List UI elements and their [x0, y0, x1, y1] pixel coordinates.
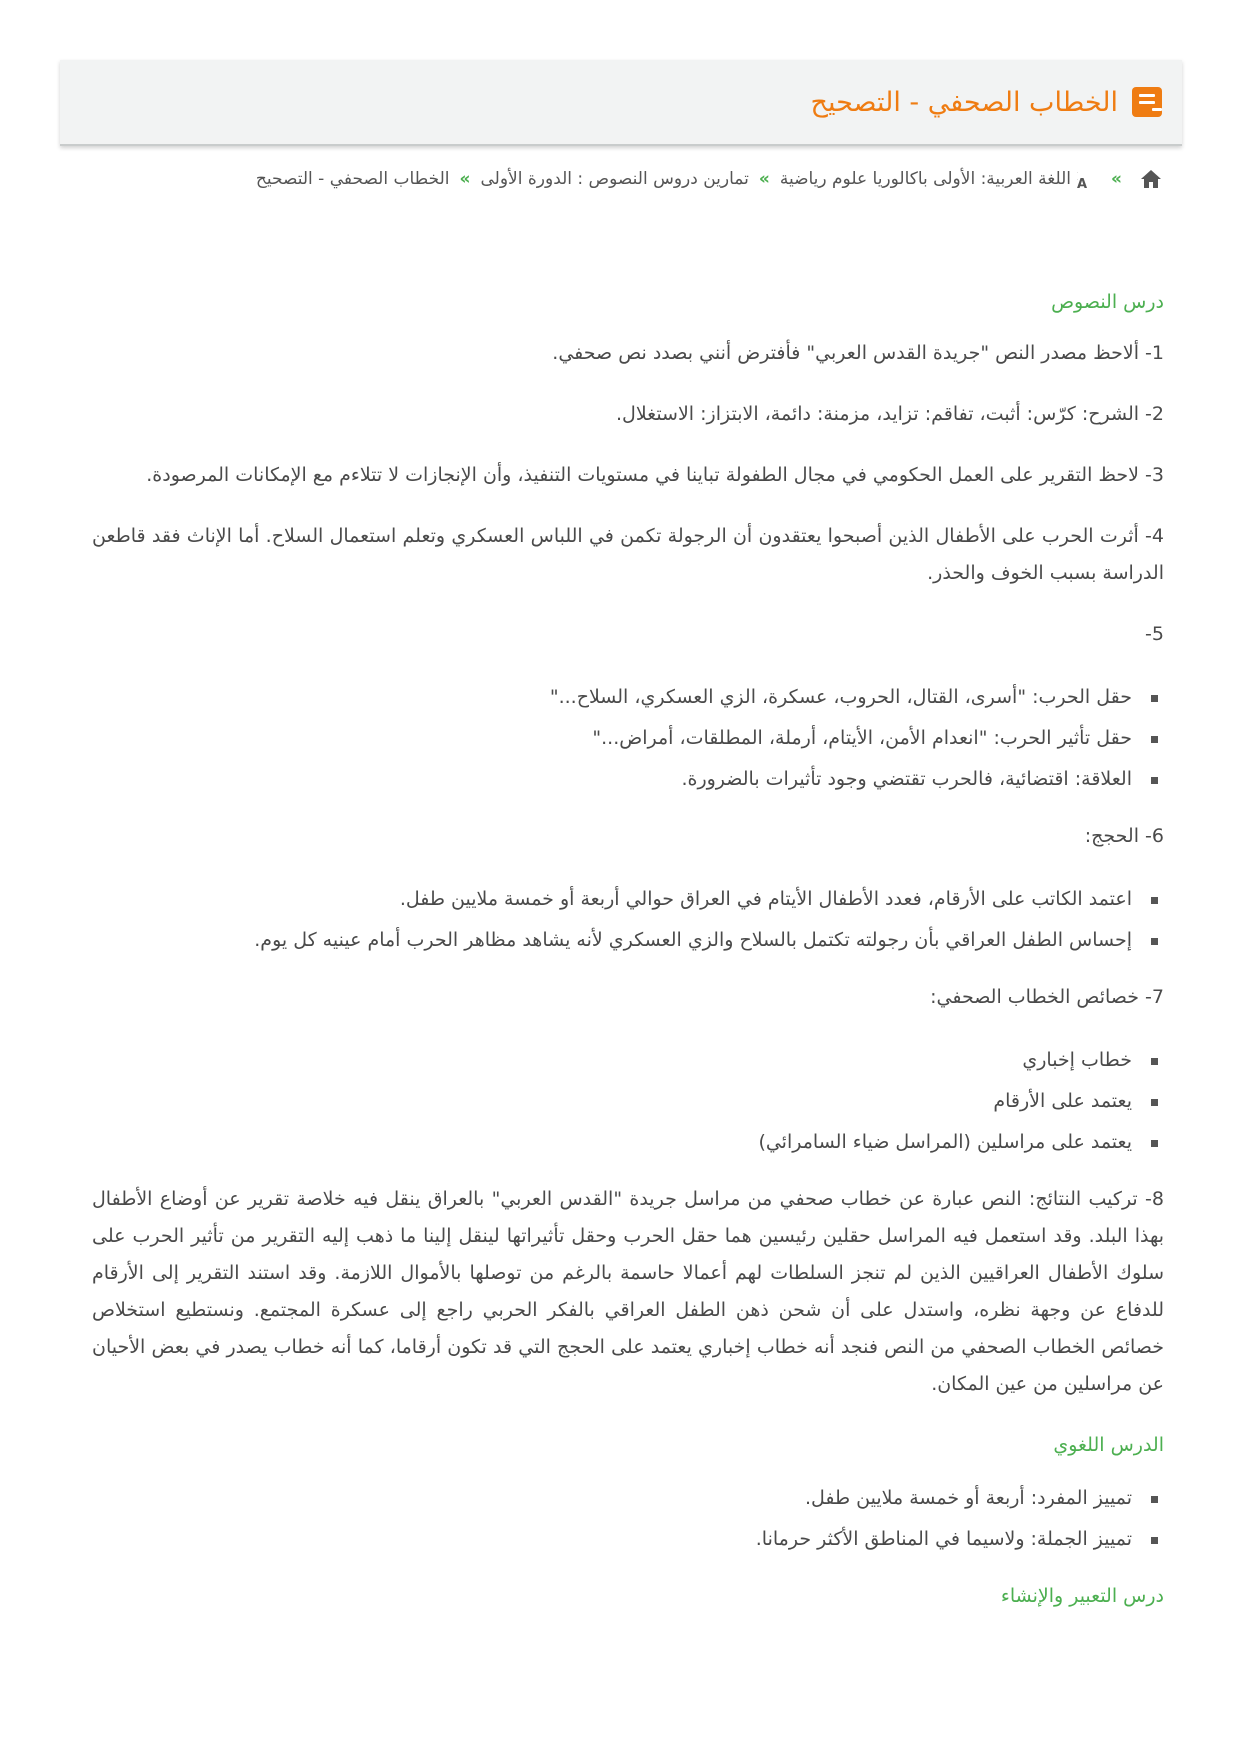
answer-6-list: [92, 879, 1164, 961]
answer-5: 5-: [1145, 623, 1164, 645]
answer-1: 1- ألاحظ مصدر النص "جريدة القدس العربي" فأفترض أنني بصدد نص صحفي.: [552, 342, 1164, 364]
language-list: [92, 1478, 1164, 1560]
page-title: الخطاب الصحفي - التصحيح: [810, 86, 1118, 118]
article-body: [92, 284, 1164, 1629]
home-icon[interactable]: [1140, 169, 1162, 189]
breadcrumb-item-exercises[interactable]: تمارين دروس النصوص : الدورة الأولى: [480, 169, 749, 189]
answer-5-list: [92, 677, 1164, 800]
answer-2: 2- الشرح: كرّس: أثبت، تفاقم: تزايد، مزمنة: دائمة، الابتزاز: الاستغلال.: [615, 403, 1164, 425]
breadcrumb-item-current: الخطاب الصحفي - التصحيح: [255, 169, 450, 189]
answer-7-list: [92, 1040, 1164, 1163]
list-item: تمييز الجملة: ولاسيما في المناطق الأكثر حرمانا.: [92, 1519, 1164, 1560]
answer-3: 3- لاحظ التقرير على العمل الحكومي في مجال الطفولة تباينا في مستويات التنفيذ، وأن الإنجازات لا تتلاءم مع الإمكانات المرصودة.: [146, 464, 1164, 486]
document-icon: [1132, 87, 1162, 117]
list-item: اعتمد الكاتب على الأرقام، فعدد الأطفال الأيتام في العراق حوالي أربعة أو خمسة ملايين طفل.: [92, 879, 1164, 920]
list-item: خطاب إخباري: [92, 1040, 1164, 1081]
answer-8: 8- تركيب النتائج: النص عبارة عن خطاب صحفي من مراسل جريدة "القدس العربي" بالعراق ينقل فيه خلاصة تقرير عن أوضاع الأطفال بهذا البلد. وقد استعمل فيه المراسل حقلين رئيسين هما حقل الحرب وحقل تأثيراتها لينقل إلينا ما ذهب إليه التقرير من تأثير الحرب على سلوك الأطفال العراقيين الذين لم تنجز السلطات لهم أعمالا حاسمة بالرغم من توصلها بالأموال اللازمة. وقد استند التقرير إلى الأرقام للدفاع عن وجهة نظره، واستدل على أن شحن ذهن الطفل العراقي بالفكر الحربي راجع إلى عسكرة المجتمع. ونستطيع استخلاص خصائص الخطاب الصحفي من النص فنجد أنه خطاب إخباري يعتمد على الحجج التي قد تكون أرقاما، كما أنه خطاب يصدر في بعض الأحيان عن مراسلين من عين المكان.: [92, 1188, 1164, 1395]
page-header: [60, 60, 1182, 146]
list-item: حقل الحرب: "أسرى، القتال، الحروب، عسكرة، الزي العسكري، السلاح...": [92, 677, 1164, 718]
breadcrumb-separator: »: [459, 169, 471, 189]
svg-text:A: A: [1077, 177, 1088, 190]
list-item: يعتمد على الأرقام: [92, 1081, 1164, 1122]
section-title-expression: درس التعبير والإنشاء: [1000, 1585, 1164, 1607]
list-item: تمييز المفرد: أربعة أو خمسة ملايين طفل.: [92, 1478, 1164, 1519]
breadcrumb-separator: »: [758, 169, 770, 189]
answer-4: 4- أثرت الحرب على الأطفال الذين أصبحوا يعتقدون أن الرجولة تكمن في اللباس العسكري وتعلم استعمال السلاح. أما الإناث فقد قاطعن الدراسة بسبب الخوف والحذر.: [92, 525, 1164, 584]
breadcrumb-item-subject[interactable]: اللغة العربية: الأولى باكالوريا علوم رياضية: [779, 169, 1072, 189]
answer-6: 6- الحجج:: [1084, 825, 1164, 847]
list-item: حقل تأثير الحرب: "انعدام الأمن، الأيتام، أرملة، المطلقات، أمراض...": [92, 718, 1164, 759]
translate-icon: [1077, 168, 1101, 190]
section-title-language: الدرس اللغوي: [1053, 1434, 1164, 1456]
list-item: العلاقة: اقتضائية، فالحرب تقتضي وجود تأثيرات بالضرورة.: [92, 759, 1164, 800]
breadcrumb: [256, 168, 1162, 190]
answer-7: 7- خصائص الخطاب الصحفي:: [930, 986, 1164, 1008]
section-title-texts: درس النصوص: [1051, 291, 1164, 313]
list-item: إحساس الطفل العراقي بأن رجولته تكتمل بالسلاح والزي العسكري لأنه يشاهد مظاهر الحرب أمام عينيه كل يوم.: [92, 920, 1164, 961]
breadcrumb-separator: »: [1111, 169, 1122, 189]
list-item: يعتمد على مراسلين (المراسل ضياء السامرائي): [92, 1122, 1164, 1163]
